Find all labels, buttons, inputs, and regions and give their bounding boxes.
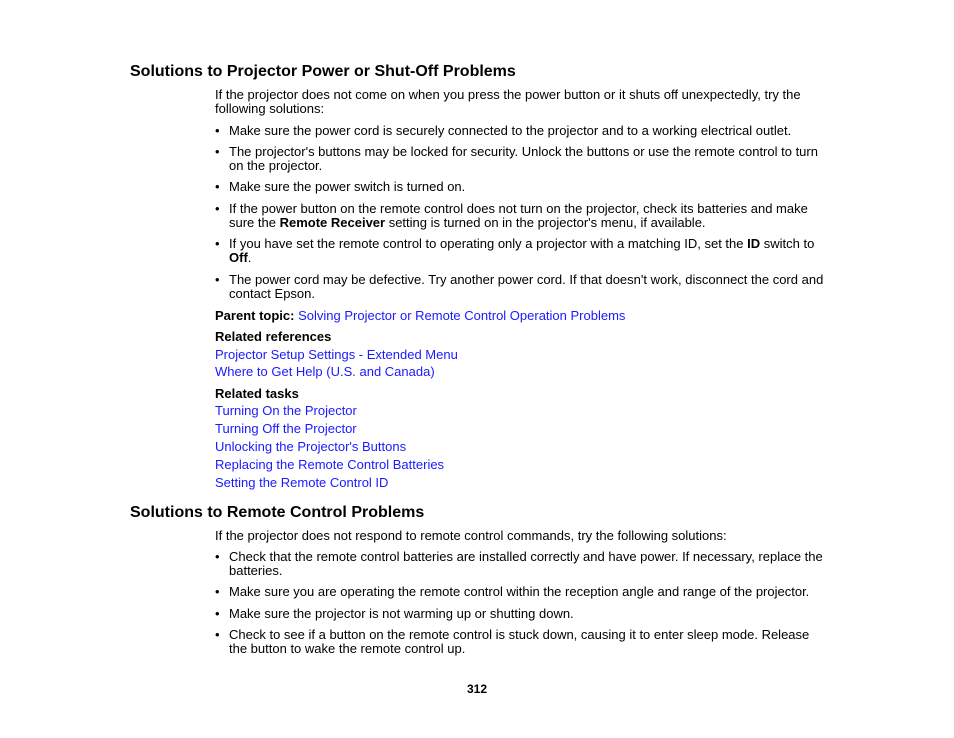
bullet-icon: •: [215, 627, 220, 642]
list-item-text-part: switch to: [760, 236, 815, 251]
bullet-icon: •: [215, 236, 220, 251]
list-item-text: The projector's buttons may be locked for security. Unlock the buttons or use the remote control to turn on the projector.: [229, 144, 818, 173]
bullet-icon: •: [215, 179, 220, 194]
list-item: [215, 180, 825, 194]
bullet-icon: •: [215, 144, 220, 159]
related-task-link[interactable]: Turning On the Projector: [215, 403, 357, 418]
list-item: [215, 202, 825, 230]
list-item-text: Check to see if a button on the remote control is stuck down, causing it to enter sleep mode. Release the button to wake the remote control up.: [229, 627, 810, 656]
list-item-text-part: setting is turned on in the projector's menu, if available.: [385, 215, 706, 230]
bullet-icon: •: [215, 584, 220, 599]
page-number: 312: [466, 682, 488, 696]
related-tasks-label: Related tasks: [215, 386, 299, 401]
bullet-icon: •: [215, 549, 220, 564]
setting-name-remote-receiver: Remote Receiver: [279, 215, 386, 230]
bullet-icon: •: [215, 123, 220, 138]
list-item: [215, 550, 825, 578]
switch-name-id: ID: [747, 236, 761, 251]
list-item: [215, 124, 825, 138]
list-item: [215, 273, 825, 301]
list-item-text: Make sure you are operating the remote control within the reception angle and range of the projector.: [229, 584, 810, 599]
list-item-text: Make sure the projector is not warming up or shutting down.: [229, 606, 574, 621]
related-task-link[interactable]: Unlocking the Projector's Buttons: [215, 439, 407, 454]
list-item: [215, 607, 825, 621]
parent-topic-label: Parent topic:: [215, 308, 295, 323]
related-reference-link[interactable]: Projector Setup Settings - Extended Menu: [215, 347, 458, 362]
bullet-icon: •: [215, 606, 220, 621]
related-reference-link[interactable]: Where to Get Help (U.S. and Canada): [215, 364, 435, 379]
list-item: [215, 145, 825, 173]
section-intro-power: If the projector does not come on when you press the power button or it shuts off unexpectedly, try the following solutions:: [215, 87, 801, 116]
list-item-text: [229, 202, 825, 230]
related-task-link[interactable]: Replacing the Remote Control Batteries: [215, 457, 445, 472]
related-task-link[interactable]: Setting the Remote Control ID: [215, 475, 389, 490]
parent-topic-link[interactable]: Solving Projector or Remote Control Operation Problems: [298, 308, 626, 323]
bullet-icon: •: [215, 272, 220, 287]
bullet-icon: •: [215, 201, 220, 216]
section-intro-remote: If the projector does not respond to remote control commands, try the following solutions:: [215, 528, 727, 543]
related-references-label: Related references: [215, 329, 332, 344]
list-item-text: Make sure the power switch is turned on.: [229, 179, 466, 194]
list-item-text: The power cord may be defective. Try another power cord. If that doesn't work, disconnect the cord and contact Epson.: [229, 272, 824, 301]
list-item-text-part: If the power button on the remote control does not turn on the projector, check its batteries and make sure the: [229, 201, 808, 230]
switch-value-off: Off: [229, 250, 248, 265]
section-heading-remote: Solutions to Remote Control Problems: [130, 504, 425, 521]
list-item-text-part: If you have set the remote control to operating only a projector with a matching ID, set the: [229, 236, 748, 251]
section-heading-power: Solutions to Projector Power or Shut-Off Problems: [130, 63, 516, 80]
list-item-text: Make sure the power cord is securely connected to the projector and to a working electrical outlet.: [229, 123, 792, 138]
parent-topic: [215, 309, 825, 323]
list-item: [215, 237, 825, 265]
list-item-text: [229, 237, 825, 265]
list-item-text: Check that the remote control batteries are installed correctly and have power. If necessary, replace the batteries.: [229, 549, 823, 578]
related-task-link[interactable]: Turning Off the Projector: [215, 421, 357, 436]
list-item: [215, 585, 825, 599]
list-item: [215, 628, 825, 656]
list-item-text-part: .: [247, 250, 252, 265]
